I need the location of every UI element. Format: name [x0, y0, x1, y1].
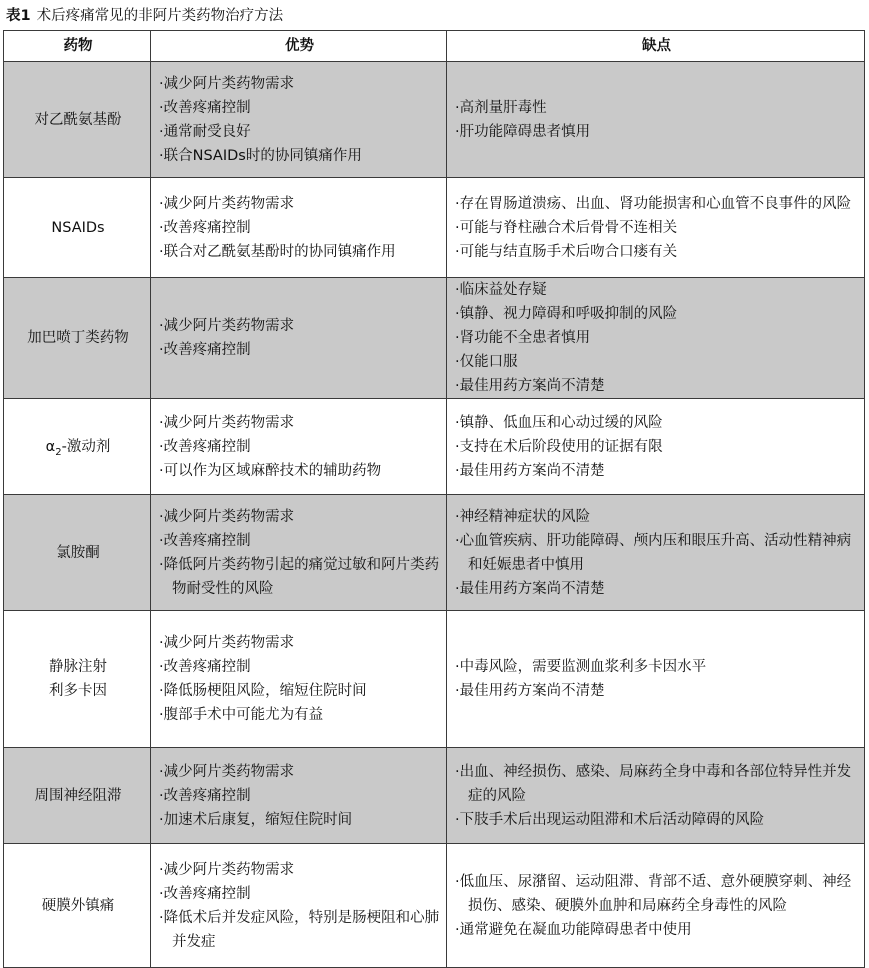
header-row: [4, 31, 865, 62]
drug-name-cell: [4, 611, 151, 748]
disadvantages-cell: [447, 495, 865, 611]
advantage-item: ·减少阿片类药物需求: [159, 318, 295, 334]
advantage-item: ·减少阿片类药物需求: [159, 414, 295, 431]
advantage-item: ·降低术后并发症风险，特别是肠梗阻和心肺并发症: [159, 909, 440, 950]
advantages-cell: [151, 495, 447, 611]
disadvantage-item: ·可能与结直肠手术后吻合口瘘有关: [455, 243, 678, 260]
advantage-item: ·改善疼痛控制: [159, 342, 251, 358]
table-row: [4, 748, 865, 844]
advantages-cell: [151, 278, 447, 399]
disadvantages-cell: [447, 748, 865, 844]
drug-name-cell: [4, 178, 151, 278]
table-body: [4, 62, 865, 968]
advantage-item: ·联合NSAIDs时的协同镇痛作用: [159, 147, 362, 164]
disadvantage-item: ·临床益处存疑: [455, 282, 547, 298]
advantages-cell: [151, 611, 447, 748]
advantage-item: ·减少阿片类药物需求: [159, 635, 295, 651]
drug-name-cell: [4, 399, 151, 495]
advantages-cell: [151, 62, 447, 178]
drug-name: 氯胺酮: [56, 544, 100, 561]
advantage-item: ·改善疼痛控制: [159, 659, 251, 675]
disadvantage-item: ·中毒风险，需要监测血浆利多卡因水平: [455, 659, 707, 675]
drug-name: 静脉注射: [49, 659, 107, 675]
drug-name-cell: [4, 844, 151, 968]
disadvantage-item: ·最佳用药方案尚不清楚: [455, 462, 605, 479]
advantage-item: ·减少阿片类药物需求: [159, 508, 295, 525]
header-pros: 优势: [151, 31, 447, 62]
advantage-item: ·联合对乙酰氨基酚时的协同镇痛作用: [159, 243, 396, 260]
drug-name-cell: [4, 495, 151, 611]
drug-name-rest: -激动剂: [61, 438, 111, 455]
advantage-item: ·减少阿片类药物需求: [159, 861, 295, 878]
header-drug: 药物: [4, 31, 151, 62]
drug-name: 加巴喷丁类药物: [27, 330, 129, 346]
advantage-item: ·改善疼痛控制: [159, 787, 251, 804]
drug-comparison-table: [3, 30, 865, 968]
advantage-item: ·通常耐受良好: [159, 123, 251, 140]
disadvantage-item: ·肾功能不全患者慎用: [455, 330, 591, 346]
disadvantage-item: ·最佳用药方案尚不清楚: [455, 580, 605, 597]
table-title: 术后疼痛常见的非阿片类药物治疗方法: [36, 8, 284, 24]
table-row: [4, 399, 865, 495]
advantage-item: ·可以作为区域麻醉技术的辅助药物: [159, 462, 382, 479]
advantage-item: ·减少阿片类药物需求: [159, 75, 295, 92]
advantages-cell: [151, 748, 447, 844]
table-row: [4, 611, 865, 748]
advantage-item: ·改善疼痛控制: [159, 99, 251, 116]
advantage-item: ·减少阿片类药物需求: [159, 195, 295, 212]
disadvantages-cell: [447, 178, 865, 278]
table-row: [4, 495, 865, 611]
disadvantages-cell: [447, 611, 865, 748]
disadvantage-item: ·仅能口服: [455, 354, 518, 370]
disadvantage-item: ·低血压、尿潴留、运动阻滞、背部不适、意外硬膜穿刺、神经损伤、感染、硬膜外血肿和局麻药全身毒性的风险: [455, 873, 852, 914]
disadvantages-cell: [447, 278, 865, 399]
disadvantage-item: ·存在胃肠道溃疡、出血、肾功能损害和心血管不良事件的风险: [455, 195, 852, 212]
disadvantage-item: ·镇静、低血压和心动过缓的风险: [455, 414, 663, 431]
drug-name: 利多卡因: [49, 683, 107, 699]
table-row: [4, 62, 865, 178]
disadvantages-cell: [447, 62, 865, 178]
advantage-item: ·改善疼痛控制: [159, 219, 251, 236]
drug-name-cell: [4, 278, 151, 399]
advantage-item: ·改善疼痛控制: [159, 532, 251, 549]
disadvantage-item: ·通常避免在凝血功能障碍患者中使用: [455, 921, 692, 938]
drug-name-cell: [4, 748, 151, 844]
disadvantages-cell: [447, 844, 865, 968]
drug-name: 硬膜外镇痛: [41, 897, 115, 914]
disadvantage-item: ·镇静、视力障碍和呼吸抑制的风险: [455, 306, 678, 322]
header-cons: 缺点: [447, 31, 865, 62]
disadvantage-item: ·高剂量肝毒性: [455, 99, 547, 116]
advantages-cell: [151, 399, 447, 495]
advantage-item: ·改善疼痛控制: [159, 438, 251, 455]
disadvantage-item: ·支持在术后阶段使用的证据有限: [455, 438, 663, 455]
advantage-item: ·加速术后康复，缩短住院时间: [159, 811, 353, 828]
drug-name-main: α: [45, 438, 56, 455]
disadvantage-item: ·最佳用药方案尚不清楚: [455, 683, 605, 699]
drug-name: 对乙酰氨基酚: [34, 111, 122, 128]
disadvantage-item: ·下肢手术后出现运动阻滞和术后活动障碍的风险: [455, 811, 765, 828]
advantage-item: ·改善疼痛控制: [159, 885, 251, 902]
table-row: [4, 278, 865, 399]
table-row: [4, 844, 865, 968]
drug-name: NSAIDs: [51, 219, 105, 236]
drug-name-subscript: 2: [55, 446, 62, 458]
advantage-item: ·降低阿片类药物引起的痛觉过敏和阿片类药物耐受性的风险: [159, 556, 440, 597]
drug-name: [12, 435, 144, 459]
disadvantage-item: ·心血管疾病、肝功能障碍、颅内压和眼压升高、活动性精神病和妊娠患者中慎用: [455, 532, 852, 573]
advantages-cell: [151, 844, 447, 968]
advantage-item: ·降低肠梗阻风险，缩短住院时间: [159, 683, 367, 699]
disadvantage-item: ·出血、神经损伤、感染、局麻药全身中毒和各部位特异性并发症的风险: [455, 763, 852, 804]
disadvantage-item: ·最佳用药方案尚不清楚: [455, 378, 605, 394]
drug-name: 周围神经阻滞: [34, 787, 122, 804]
advantages-cell: [151, 178, 447, 278]
drug-name-cell: [4, 62, 151, 178]
advantage-item: ·腹部手术中可能尤为有益: [159, 707, 324, 723]
table-row: [4, 178, 865, 278]
disadvantages-cell: [447, 399, 865, 495]
disadvantage-item: ·神经精神症状的风险: [455, 508, 591, 525]
table-number: 表1: [6, 8, 31, 24]
table-caption: [6, 6, 283, 26]
disadvantage-item: ·可能与脊柱融合术后骨骨不连相关: [455, 219, 678, 236]
advantage-item: ·减少阿片类药物需求: [159, 763, 295, 780]
disadvantage-item: ·肝功能障碍患者慎用: [455, 123, 591, 140]
